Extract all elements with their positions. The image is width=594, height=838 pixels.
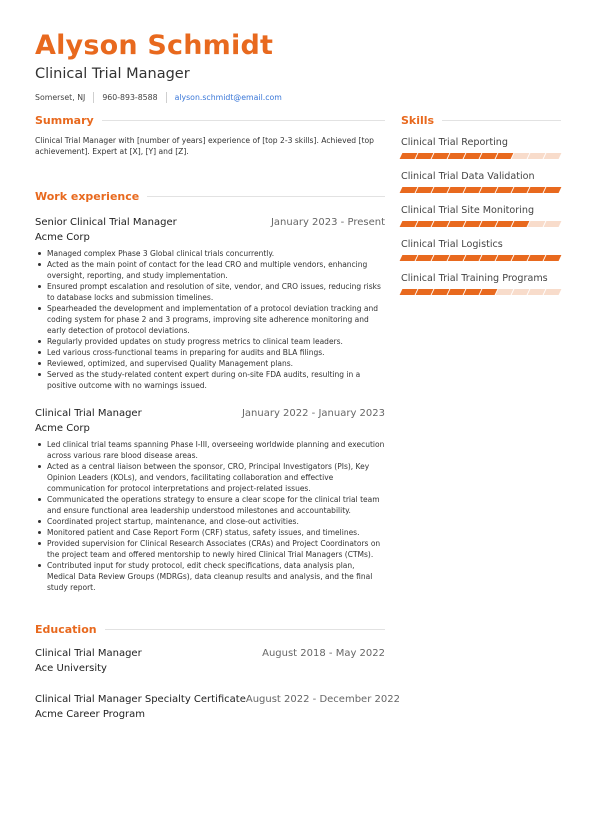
phone-text: 960-893-8588 bbox=[102, 92, 158, 102]
location-text: Somerset, NJ bbox=[35, 92, 86, 102]
section-title: Skills bbox=[401, 113, 435, 127]
company-name: Acme Corp bbox=[35, 232, 90, 243]
job-bullets bbox=[35, 439, 385, 593]
education-dates: August 2018 - May 2022 bbox=[262, 648, 385, 659]
job-title: Clinical Trial Manager bbox=[35, 408, 142, 419]
contact-divider bbox=[93, 92, 94, 103]
skill-level-bar bbox=[401, 255, 561, 261]
school-name: Ace University bbox=[35, 663, 107, 674]
skill-item bbox=[401, 136, 561, 159]
skill-level-bar bbox=[401, 221, 561, 227]
job-dates: January 2022 - January 2023 bbox=[241, 408, 385, 419]
job-entry bbox=[35, 408, 385, 593]
list-item: Acted as the main point of contact for the lead CRO and multiple vendors, enhancing oversight, reporting, and study implementation. bbox=[35, 259, 385, 281]
section-title: Education bbox=[35, 622, 97, 636]
job-title: Senior Clinical Trial Manager bbox=[35, 217, 177, 228]
list-item: Led clinical trial teams spanning Phase I-III, overseeing worldwide planning and execution across various rare blood disease areas. bbox=[35, 439, 385, 461]
education-entry bbox=[35, 694, 400, 720]
section-title: Summary bbox=[35, 113, 94, 127]
experience-section-heading bbox=[35, 188, 385, 204]
list-item: Spearheaded the development and implementation of a protocol deviation tracking and coding system for phase 2 and 3 programs, improving site adherence monitoring and early detection of protocol deviations. bbox=[35, 303, 385, 336]
section-divider bbox=[442, 120, 561, 121]
degree-title: Clinical Trial Manager Specialty Certificate bbox=[35, 694, 246, 705]
skill-segment-filled bbox=[544, 255, 562, 261]
summary-section-heading bbox=[35, 112, 385, 128]
list-item: Reviewed, optimized, and supervised Quality Management plans. bbox=[35, 358, 385, 369]
skill-name: Clinical Trial Logistics bbox=[401, 239, 503, 250]
skill-name: Clinical Trial Reporting bbox=[401, 137, 508, 148]
skill-level-bar bbox=[401, 153, 561, 159]
list-item: Provided supervision for Clinical Research Associates (CRAs) and Project Coordinators on the project team and offered mentorship to newly hired Clinical Trial Managers (CTMs). bbox=[35, 538, 385, 560]
education-section-heading bbox=[35, 621, 385, 637]
job-bullets bbox=[35, 248, 385, 391]
list-item: Coordinated project startup, maintenance, and close-out activities. bbox=[35, 516, 385, 527]
skill-item bbox=[401, 170, 561, 193]
job-dates: January 2023 - Present bbox=[270, 217, 385, 228]
main-column bbox=[35, 112, 400, 720]
summary-text: Clinical Trial Manager with [number of years] experience of [top 2-3 skills]. Achieved [top achievement]. Expert at [X], [Y] and [Z]. bbox=[35, 136, 374, 156]
skill-name: Clinical Trial Data Validation bbox=[401, 171, 535, 182]
list-item: Led various cross-functional teams in preparing for audits and BLA filings. bbox=[35, 347, 385, 358]
skill-segment-empty bbox=[544, 289, 562, 295]
sidebar-column bbox=[401, 112, 561, 306]
section-divider bbox=[147, 196, 385, 197]
skill-item bbox=[401, 238, 561, 261]
education-entry bbox=[35, 648, 385, 674]
list-item: Acted as a central liaison between the sponsor, CRO, Principal Investigators (PIs), Key Opinion Leaders (KOLs), and vendors, facilitating collaboration and effective communication for protocol interpretations and project-related issues. bbox=[35, 461, 385, 494]
skill-segment-empty bbox=[544, 221, 562, 227]
email-link[interactable]: alyson.schmidt@email.com bbox=[174, 92, 282, 102]
list-item: Communicated the operations strategy to ensure a clear scope for the clinical trial team and ensure functional area leadership understood milestones and accountability. bbox=[35, 494, 385, 516]
skill-item bbox=[401, 272, 561, 295]
skill-segment-filled bbox=[544, 187, 562, 193]
skill-level-bar bbox=[401, 187, 561, 193]
degree-title: Clinical Trial Manager bbox=[35, 648, 142, 659]
section-divider bbox=[105, 629, 385, 630]
list-item: Managed complex Phase 3 Global clinical trials concurrently. bbox=[35, 248, 385, 259]
list-item: Monitored patient and Case Report Form (CRF) status, safety issues, and timelines. bbox=[35, 527, 385, 538]
skill-name: Clinical Trial Site Monitoring bbox=[401, 205, 535, 216]
company-name: Acme Corp bbox=[35, 423, 90, 434]
skill-name: Clinical Trial Training Programs bbox=[401, 273, 548, 284]
contact-line bbox=[35, 91, 565, 103]
skill-segment-empty bbox=[544, 153, 562, 159]
job-entry bbox=[35, 217, 385, 391]
candidate-name: Alyson Schmidt bbox=[35, 30, 274, 61]
skills-section-heading bbox=[401, 112, 561, 128]
list-item: Regularly provided updates on study progress metrics to clinical team leaders. bbox=[35, 336, 385, 347]
education-dates: August 2022 - December 2022 bbox=[245, 694, 400, 705]
resume-header bbox=[35, 28, 565, 103]
contact-divider bbox=[166, 92, 167, 103]
section-divider bbox=[102, 120, 385, 121]
list-item: Served as the study-related content expert during on-site FDA audits, resulting in a positive outcome with no warnings issued. bbox=[35, 369, 385, 391]
skill-item bbox=[401, 204, 561, 227]
list-item: Contributed input for study protocol, edit check specifications, data analysis plan, Medical Data Review Groups (MDRGs), data cleanup results and analysis, and the final study report. bbox=[35, 560, 385, 593]
school-name: Acme Career Program bbox=[35, 709, 146, 720]
list-item: Ensured prompt escalation and resolution of site, vendor, and CRO issues, reducing risks to database locks and submission timelines. bbox=[35, 281, 385, 303]
section-title: Work experience bbox=[35, 189, 140, 203]
candidate-title: Clinical Trial Manager bbox=[35, 66, 190, 82]
skill-level-bar bbox=[401, 289, 561, 295]
skills-list bbox=[401, 136, 561, 295]
